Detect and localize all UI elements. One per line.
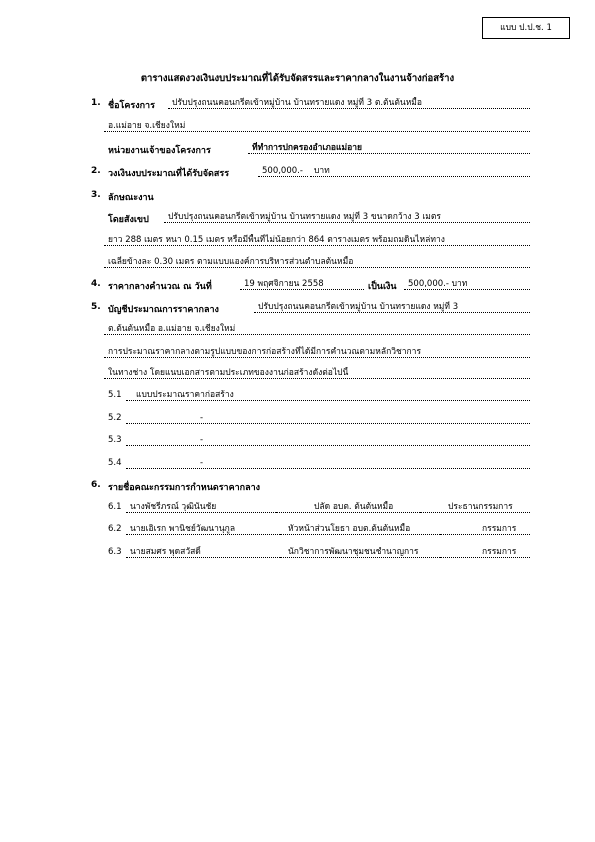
project-name-value-1: ปรับปรุงถนนคอนกรีตเข้าหมู่บ้าน บ้านทรายแดง หมู่ที่ 3 ต.ต้นต้นหมื้อ (168, 97, 530, 109)
attachment-5-4-value: - (126, 457, 530, 469)
committee-member-1-position: ปลัด อบต. ต้นต้นหมื้อ (276, 501, 420, 513)
attachment-5-3-number: 5.3 (108, 435, 122, 445)
section-3-number: 3. (91, 190, 101, 200)
committee-member-2-role: กรรมการ (440, 523, 530, 535)
committee-member-3-role: กรรมการ (440, 546, 530, 558)
budget-value: 500,000.- (258, 165, 308, 177)
price-estimate-value-1: ปรับปรุงถนนคอนกรีตเข้าหมู่บ้าน บ้านทรายแดง หมู่ที่ 3 (254, 301, 530, 313)
document-title: ตารางแสดงวงเงินงบประมาณที่ได้รับจัดสรรและราคากลางในงานจ้างก่อสร้าง (140, 73, 455, 84)
committee-member-1-role: ประธานกรรมการ (420, 501, 530, 513)
committee-member-3-position: นักวิชาการพัฒนาชุมชนชำนาญการ (280, 546, 440, 558)
committee-member-3-name: นายสมศร พุดสวัสดิ์ (126, 546, 280, 558)
section-4-number: 4. (91, 279, 101, 289)
price-estimate-note-2: ในทางช่าง โดยแนบเอกสารตามประเภทของงานก่อสร้างดังต่อไปนี้ (104, 367, 530, 379)
work-type-label: ลักษณะงาน (108, 193, 154, 203)
reference-price-date-label: ราคากลางคำนวณ ณ วันที่ (108, 282, 212, 292)
committee-member-1-name: นางพัชรีภรณ์ วุฒินันชัย (126, 501, 276, 513)
section-2-number: 2. (91, 166, 101, 176)
section-6-number: 6. (91, 480, 101, 490)
attachment-5-1-value: แบบประมาณราคาก่อสร้าง (126, 389, 530, 401)
agency-value: ที่ทำการปกครองอำเภอแม่อาย (248, 142, 530, 154)
work-summary-line-2: ยาว 288 เมตร หนา 0.15 เมตร หรือมีพื้นที่ไม่น้อยกว่า 864 ตารางเมตร พร้อมถมดินไหล่ทาง (104, 234, 530, 246)
committee-member-2-number: 6.2 (108, 524, 122, 534)
committee-member-2-name: นายเอิเรก พานิชย์วัฒนานุกูล (126, 523, 280, 535)
reference-price-money-value: 500,000.- บาท (404, 278, 530, 290)
attachment-5-2-number: 5.2 (108, 413, 122, 423)
form-code: แบบ ป.ป.ช. 1 (500, 23, 552, 33)
work-summary-line-1: ปรับปรุงถนนคอนกรีตเข้าหมู่บ้าน บ้านทรายแดง หมู่ที่ 3 ขนาดกว้าง 3 เมตร (164, 211, 530, 223)
work-summary-label: โดยสังเขป (108, 215, 149, 225)
agency-label: หน่วยงานเจ้าของโครงการ (108, 146, 211, 156)
project-name-label: ชื่อโครงการ (108, 101, 155, 111)
committee-label: รายชื่อคณะกรรมการกำหนดราคากลาง (108, 483, 261, 493)
attachment-5-2-value: - (126, 412, 530, 424)
reference-price-money-label: เป็นเงิน (368, 282, 397, 292)
attachment-5-3-value: - (126, 434, 530, 446)
section-1-number: 1. (91, 98, 101, 108)
reference-price-date: 19 พฤศจิกายน 2558 (240, 278, 364, 290)
section-5-number: 5. (91, 302, 101, 312)
budget-unit: บาท (310, 165, 530, 177)
committee-member-2-position: หัวหน้าส่วนโยธา อบต.ต้นต้นหมื้อ (280, 523, 440, 535)
committee-member-3-number: 6.3 (108, 547, 122, 557)
attachment-5-4-number: 5.4 (108, 458, 122, 468)
price-estimate-note-1: การประมาณราคากลางตามรูปแบบของการก่อสร้างที่ได้มีการคำนวณตามหลักวิชาการ (104, 346, 530, 358)
project-name-value-2: อ.แม่อาย จ.เชียงใหม่ (104, 120, 530, 132)
budget-label: วงเงินงบประมาณที่ได้รับจัดสรร (108, 169, 230, 179)
attachment-5-1-number: 5.1 (108, 390, 122, 400)
committee-member-1-number: 6.1 (108, 502, 122, 512)
price-estimate-value-2: ต.ต้นต้นหมื้อ อ.แม่อาย จ.เชียงใหม่ (104, 323, 530, 335)
form-code-box (482, 17, 570, 39)
price-estimate-label: บัญชีประมาณการราคากลาง (108, 305, 219, 315)
work-summary-line-3: เฉลี่ยข้างละ 0.30 เมตร ตามแบบแองค์การบริหารส่วนตำบลต้นหมื้อ (104, 256, 530, 268)
